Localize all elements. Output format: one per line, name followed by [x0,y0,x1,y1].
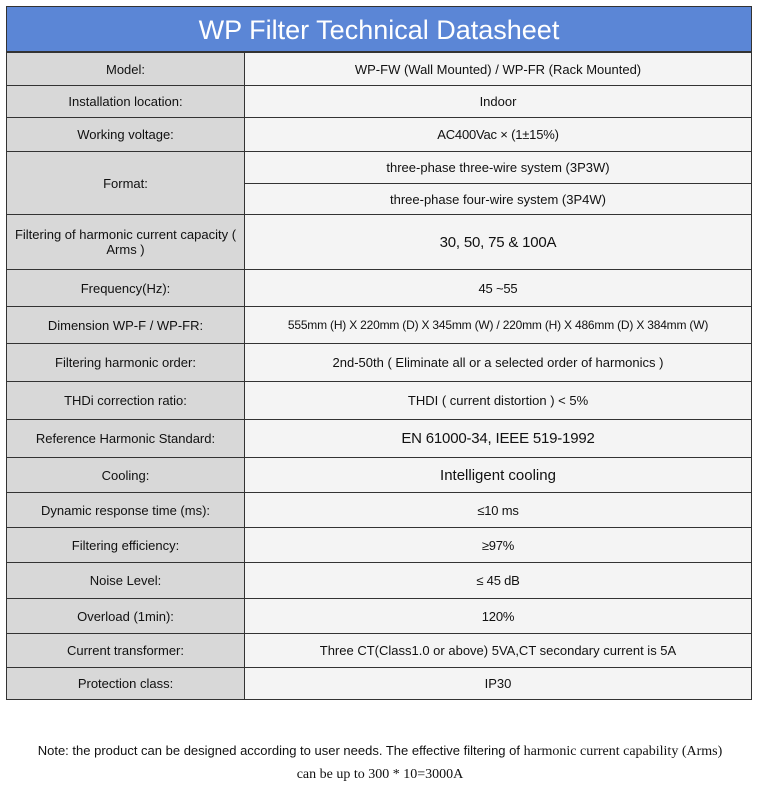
row-label-installation: Installation location: [7,86,245,118]
table-row [7,420,752,458]
row-value-standard: EN 61000-34, IEEE 519-1992 [245,420,752,458]
table-row [7,118,752,152]
row-label-cooling: Cooling: [7,458,245,493]
footnote [30,740,730,786]
row-label-model: Model: [7,53,245,86]
table-row [7,458,752,493]
row-label-response-time: Dynamic response time (ms): [7,493,245,528]
row-label-harmonic-capacity: Filtering of harmonic current capacity ( Arms ) [7,215,245,270]
table-row [7,528,752,563]
table-row [7,215,752,270]
row-value-harmonic-capacity: 30, 50, 75 & 100A [245,215,752,270]
table-row [7,53,752,86]
row-value-harmonic-order: 2nd-50th ( Eliminate all or a selected order of harmonics ) [245,344,752,382]
row-label-protection: Protection class: [7,668,245,700]
table-row [7,493,752,528]
table-row [7,86,752,118]
row-value-thdi: THDI ( current distortion ) < 5% [245,382,752,420]
row-value-installation: Indoor [245,86,752,118]
row-value-noise: ≤ 45 dB [245,563,752,599]
table-row [7,382,752,420]
row-label-format: Format: [7,152,245,215]
table-row [7,563,752,599]
table-row [7,270,752,307]
datasheet [6,6,752,700]
row-value-dimension: 555mm (H) X 220mm (D) X 345mm (W) / 220mm (H) X 486mm (D) X 384mm (W) [245,307,752,344]
row-label-standard: Reference Harmonic Standard: [7,420,245,458]
row-value-format-3p3w: three-phase three-wire system (3P3W) [245,152,752,184]
table-row [7,599,752,634]
row-label-efficiency: Filtering efficiency: [7,528,245,563]
row-label-harmonic-order: Filtering harmonic order: [7,344,245,382]
row-value-format-3p4w: three-phase four-wire system (3P4W) [245,184,752,215]
row-value-cooling: Intelligent cooling [245,458,752,493]
table-row [7,152,752,184]
table-row [7,668,752,700]
row-value-protection: IP30 [245,668,752,700]
datasheet-title: WP Filter Technical Datasheet [6,6,752,52]
row-value-response-time: ≤10 ms [245,493,752,528]
row-value-efficiency: ≥97% [245,528,752,563]
row-label-noise: Noise Level: [7,563,245,599]
footnote-text: Note: the product can be designed according to user needs. The effective filtering of [37,743,524,758]
row-value-overload: 120% [245,599,752,634]
row-label-current-transformer: Current transformer: [7,634,245,668]
row-label-voltage: Working voltage: [7,118,245,152]
row-label-thdi: THDi correction ratio: [7,382,245,420]
table-row [7,344,752,382]
row-label-frequency: Frequency(Hz): [7,270,245,307]
row-value-current-transformer: Three CT(Class1.0 or above) 5VA,CT secondary current is 5A [245,634,752,668]
row-label-overload: Overload (1min): [7,599,245,634]
footnote-capability: harmonic current capability (Arms) can be up to 300 * 10=3000A [296,744,723,782]
row-value-model: WP-FW (Wall Mounted) / WP-FR (Rack Mounted) [245,53,752,86]
table-row [7,634,752,668]
row-label-dimension: Dimension WP-F / WP-FR: [7,307,245,344]
spec-table [6,52,752,700]
row-value-frequency: 45 ~55 [245,270,752,307]
row-value-voltage: AC400Vac × (1±15%) [245,118,752,152]
table-row [7,307,752,344]
